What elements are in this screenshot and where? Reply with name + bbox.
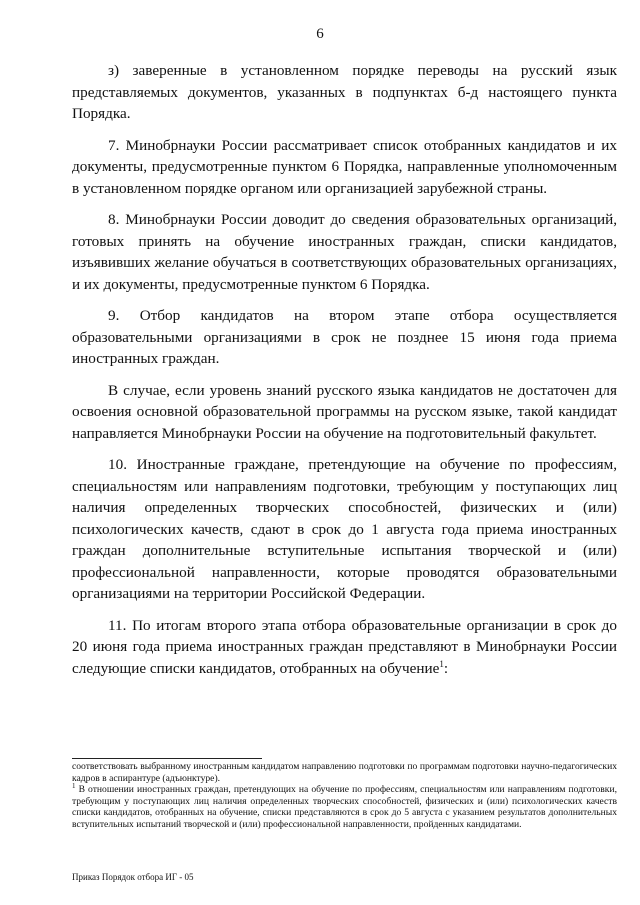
paragraph-7: 7. Минобрнауки России рассматривает список отобранных кандидатов и их документы, предусмотренные пунктом 6 Порядка, направленные уполномоченным в установленном порядке органом или организацией зарубежной страны.: [72, 136, 617, 197]
footnote-reference[interactable]: 1: [439, 658, 444, 669]
paragraph-9-continuation: В случае, если уровень знаний русского языка кандидатов не достаточен для освоения основной образовательной программы на русском языке, такой кандидат направляется Минобрнауки России на обучение на подготовительный факультет.: [72, 381, 617, 442]
paragraph-10: 10. Иностранные граждане, претендующие на обучение по профессиям, специальностям или направлениям подготовки, требующим у поступающих лиц наличия определенных творческих способностей, физических и (или) психологических качеств, сдают в срок до 1 августа года приема иностранных граждан дополнительные вступительные испытания творческой и (или) профессиональной направленности, которые проводятся образовательными организациями на территории Российской Федерации.: [72, 456, 617, 602]
paragraph-11: [72, 615, 617, 680]
page-number: 6: [316, 26, 324, 42]
footnote-1-text: В отношении иностранных граждан, претендующих на обучение по профессиям, специальностям или направлениям подготовки, требующим у поступающих лиц наличия определенных творческих способностей, физических и (или) психологических качеств списки кандидатов, отобранных на обучение, списки представляются в срок до 5 августа с указанием результатов дополнительных вступительных испытаний творческой и (или) профессиональной направленности, пройденных кандидатами.: [72, 784, 617, 830]
document-footer: Приказ Порядок отбора ИГ - 05: [72, 872, 194, 882]
paragraph-item-z: з) заверенные в установленном порядке переводы на русский язык представляемых документов, указанных в подпунктах б-д настоящего пункта Порядка.: [72, 62, 617, 122]
document-body: [72, 60, 617, 689]
footnote-marker: 1: [72, 782, 76, 790]
footnotes: [72, 761, 617, 831]
paragraph-9: 9. Отбор кандидатов на втором этапе отбора осуществляется образовательными организациями в срок не позднее 15 июня года приема иностранных граждан.: [72, 307, 617, 367]
footnote-separator: [72, 758, 262, 759]
paragraph-8: 8. Минобрнауки России доводит до сведения образовательных организаций, готовых принять на обучение иностранных граждан, списки кандидатов, изъявивших желание обучаться в соответствующих образовательных организациях, и их документы, предусмотренные пунктом 6 Порядка.: [72, 211, 617, 293]
footnote-1: [72, 784, 617, 830]
footnote-continuation: соответствовать выбранному иностранным кандидатом направлению подготовки по программам подготовки научно-педагогических кадров в аспирантуре (адъюнктуре).: [72, 761, 617, 784]
paragraph-11-end: :: [443, 659, 449, 677]
paragraph-11-text: 11. По итогам второго этапа отбора образовательные организации в срок до 20 июня года приема иностранных граждан представляют в Минобрнауки России следующие списки кандидатов, отобранных на обучение: [72, 616, 617, 677]
